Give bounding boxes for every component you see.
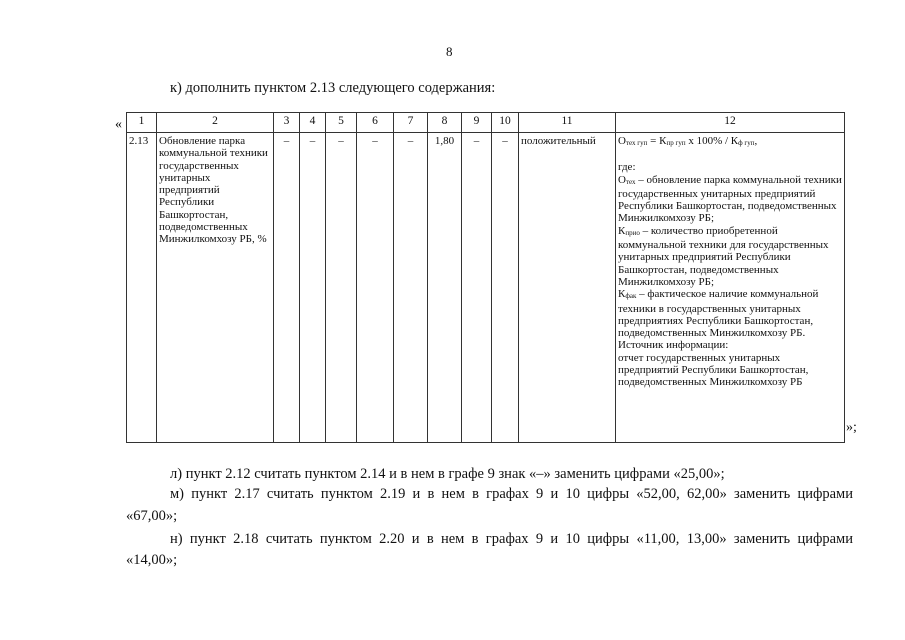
o-label-sub: тех (625, 177, 636, 186)
value-cell: – (394, 133, 428, 443)
column-header: 1 (127, 113, 157, 133)
column-header: 6 (357, 113, 394, 133)
value-cell: – (300, 133, 326, 443)
kfak-definition (618, 288, 842, 339)
formula (618, 135, 842, 149)
amendment-l: л) пункт 2.12 считать пунктом 2.14 и в нем в графе 9 знак «–» заменить цифрами «25,00»; (170, 466, 725, 482)
kprio-label: К (618, 224, 626, 237)
column-header: 2 (157, 113, 274, 133)
indicator-table (126, 112, 845, 443)
column-header: 12 (616, 113, 845, 133)
column-header: 7 (394, 113, 428, 133)
column-header: 8 (428, 113, 462, 133)
page-number: 8 (446, 44, 453, 59)
kfak-label-sub: фак (625, 292, 637, 301)
column-header: 4 (300, 113, 326, 133)
kprio-definition (618, 225, 842, 288)
o-def-text: – обновление парка коммунальной техники государственных унитарных предприятий Республики Башкортостан, подведомственных Минжилкомхозу РБ; (618, 173, 842, 225)
formula-kpr-sub: пр гуп (666, 139, 686, 147)
amendment-n: н) пункт 2.18 считать пунктом 2.20 и в нем в графах 9 и 10 цифры «11,00, 13,00» заменить цифрами (170, 531, 853, 547)
formula-o: О (618, 135, 626, 147)
closing-quote: »; (846, 420, 857, 435)
value-cell: – (357, 133, 394, 443)
column-header: 11 (519, 113, 616, 133)
o-label: О (618, 173, 626, 186)
method-cell (616, 133, 845, 443)
amendment-m: м) пункт 2.17 считать пунктом 2.19 и в нем в графах 9 и 10 цифры «52,00, 62,00» заменить цифрами (170, 486, 853, 502)
kprio-label-sub: прио (625, 228, 640, 237)
o-definition (618, 174, 842, 225)
kprio-def-text: – количество приобретенной коммунальной техники для государственных унитарных предприятий Республики Башкортостан, подведомственных Минжилкомхозу РБ; (618, 224, 829, 288)
indicator-name-cell: Обновление парка коммунальной техники государственных унитарных предприятий Республики Башкортостан, подведомственных Минжилкомхозу РБ, % (157, 133, 274, 443)
formula-kf-sub: ф гуп (738, 139, 755, 147)
table-header-row (127, 113, 845, 133)
trend-cell: положительный (519, 133, 616, 443)
formula-end: , (754, 135, 758, 147)
column-header: 10 (492, 113, 519, 133)
value-cell: – (326, 133, 357, 443)
column-header: 9 (462, 113, 492, 133)
value-cell: – (274, 133, 300, 443)
formula-eq: = К (647, 135, 667, 147)
opening-quote: « (115, 117, 122, 132)
column-header: 5 (326, 113, 357, 133)
kfak-label: К (618, 288, 626, 301)
item-number-cell: 2.13 (127, 133, 157, 443)
value-cell: – (492, 133, 519, 443)
formula-o-sub: тех гуп (625, 139, 648, 147)
amendment-n-continuation: «14,00»; (126, 552, 178, 568)
source-title: Источник информации: (618, 339, 729, 352)
intro-paragraph: к) дополнить пунктом 2.13 следующего содержания: (170, 80, 496, 96)
source-text: отчет государственных унитарных предприятий Республики Башкортостан, подведомственных Минжилкомхозу РБ (618, 351, 809, 389)
where-label: где: (618, 161, 636, 174)
value-cell: 1,80 (428, 133, 462, 443)
formula-mid: х 100% / К (685, 135, 739, 147)
amendment-m-continuation: «67,00»; (126, 508, 178, 524)
value-cell: – (462, 133, 492, 443)
table-row (127, 133, 845, 443)
kfak-def-text: – фактическое наличие коммунальной техники в государственных унитарных предприятиях Республики Башкортостан, подведомственных Минжилкомхозу РБ. (618, 288, 819, 340)
column-header: 3 (274, 113, 300, 133)
